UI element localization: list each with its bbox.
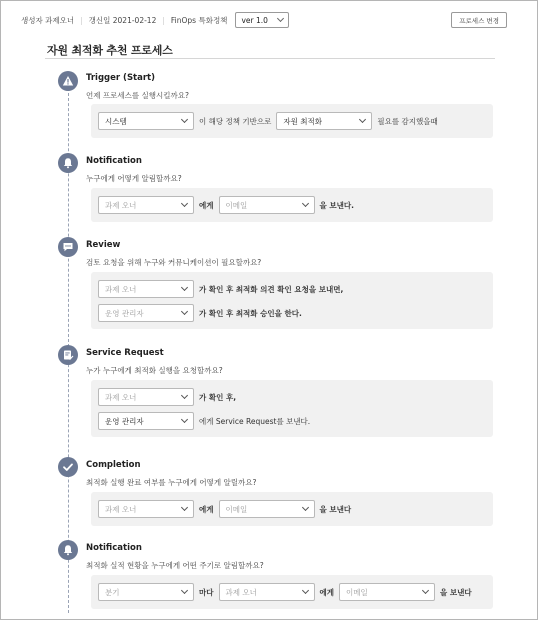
connector-text: 에게: [199, 200, 214, 210]
chevron-down-icon: [181, 587, 188, 594]
period-select[interactable]: [98, 583, 194, 601]
connector-text: 을 보낸다: [319, 504, 352, 514]
chevron-down-icon: [359, 116, 366, 123]
channel-select[interactable]: [339, 583, 435, 601]
chevron-down-icon: [181, 284, 188, 291]
version-value: ver 1.0: [241, 15, 268, 25]
select-value: 과제 오너: [225, 587, 257, 597]
select-value: 이메일: [225, 200, 248, 210]
step-row: [98, 196, 359, 214]
step-panel: [91, 188, 493, 222]
chevron-down-icon: [277, 15, 284, 22]
connector-text: 이 해당 정책 기반으로: [199, 116, 272, 126]
step-row: [98, 412, 315, 430]
check-icon: [58, 457, 78, 477]
select-value: 운영 관리자: [105, 416, 144, 426]
recipient-select[interactable]: [98, 196, 194, 214]
connector-text: 가 확인 후 최적화 승인을 한다.: [199, 308, 302, 318]
select-value: 과제 오너: [105, 284, 137, 294]
meta-divider: |: [162, 15, 165, 25]
connector-text: 가 확인 후 최적화 의견 확인 요청을 보내면,: [199, 284, 344, 294]
recipient-select[interactable]: [219, 583, 315, 601]
chevron-down-icon: [181, 416, 188, 423]
step-panel: [91, 272, 493, 329]
select-value: 운영 관리자: [105, 308, 144, 318]
chevron-down-icon: [422, 587, 429, 594]
approver-select[interactable]: [98, 304, 194, 322]
request-icon: [58, 345, 78, 365]
select-value: 과제 오너: [105, 504, 137, 514]
step-row: [98, 583, 477, 601]
chevron-down-icon: [181, 116, 188, 123]
connector-text: 을 보낸다.: [319, 200, 354, 210]
meta-divider: |: [80, 15, 83, 25]
version-select[interactable]: [235, 12, 289, 28]
updated-date-text: 갱신일 2021-02-12: [88, 15, 157, 25]
process-meta: [21, 15, 227, 26]
connector-text: 가 확인 후,: [199, 392, 237, 402]
chevron-down-icon: [181, 392, 188, 399]
header-bar: [21, 11, 507, 29]
select-value: 이메일: [225, 504, 248, 514]
step-title: Completion: [86, 460, 141, 470]
chat-icon: [58, 237, 78, 257]
bell-icon: [58, 540, 78, 560]
chevron-down-icon: [181, 308, 188, 315]
step-row: [98, 388, 241, 406]
connector-text: 에게 Service Request를 보낸다.: [199, 416, 311, 426]
target-select[interactable]: [276, 112, 372, 130]
connector-text: 에게: [319, 587, 334, 597]
policy-text: FinOps 특화정책: [170, 15, 228, 25]
step-row: [98, 304, 307, 322]
change-process-button[interactable]: 프로세스 변경: [451, 12, 507, 28]
select-value: 과제 오너: [105, 392, 137, 402]
step-title: Service Request: [86, 348, 164, 358]
channel-select[interactable]: [219, 196, 315, 214]
chevron-down-icon: [181, 200, 188, 207]
recipient-select[interactable]: [98, 500, 194, 518]
subject-select[interactable]: [98, 112, 194, 130]
reviewer-select[interactable]: [98, 280, 194, 298]
step-question: 누가 누구에게 최적화 실행을 요청할까요?: [86, 366, 223, 375]
select-value: 자원 최적화: [283, 116, 322, 126]
step-title: Notification: [86, 156, 142, 166]
title-divider: [45, 58, 495, 59]
step-row: [98, 112, 443, 130]
select-value: 분기: [105, 587, 120, 597]
step-panel: [91, 104, 493, 138]
step-title: Trigger (Start): [86, 73, 156, 83]
request-target-select[interactable]: [98, 412, 194, 430]
chevron-down-icon: [181, 504, 188, 511]
step-question: 언제 프로세스를 실행시킬까요?: [86, 91, 189, 100]
page-title: 자원 최적화 추천 프로세스: [47, 44, 173, 57]
connector-text: 에게: [199, 504, 214, 514]
step-row: [98, 280, 348, 298]
step-question: 검토 요청을 위해 누구와 커뮤니케이션이 필요할까요?: [86, 258, 262, 267]
step-panel: [91, 492, 493, 526]
connector-text: 필요를 감지했을때: [377, 116, 438, 126]
owner-text: 생성자 과제오너: [21, 15, 75, 25]
step-panel: [91, 380, 493, 437]
step-title: Review: [86, 240, 121, 250]
channel-select[interactable]: [219, 500, 315, 518]
chevron-down-icon: [301, 504, 308, 511]
connector-text: 을 보낸다: [440, 587, 472, 597]
connector-text: 마다: [199, 587, 214, 597]
step-question: 누구에게 어떻게 알림할까요?: [86, 174, 182, 183]
step-panel: [91, 575, 493, 609]
select-value: 과제 오너: [105, 200, 137, 210]
requester-select[interactable]: [98, 388, 194, 406]
bell-icon: [58, 153, 78, 173]
chevron-down-icon: [301, 587, 308, 594]
step-row: [98, 500, 356, 518]
select-value: 시스템: [105, 116, 127, 126]
chevron-down-icon: [301, 200, 308, 207]
step-question: 최적화 실행 완료 여부를 누구에게 어떻게 알릴까요?: [86, 478, 257, 487]
step-question: 최적화 실적 현황을 누구에게 어떤 주기로 알림할까요?: [86, 561, 264, 570]
warning-icon: [58, 71, 78, 91]
select-value: 이메일: [346, 587, 368, 597]
step-title: Notification: [86, 543, 142, 553]
